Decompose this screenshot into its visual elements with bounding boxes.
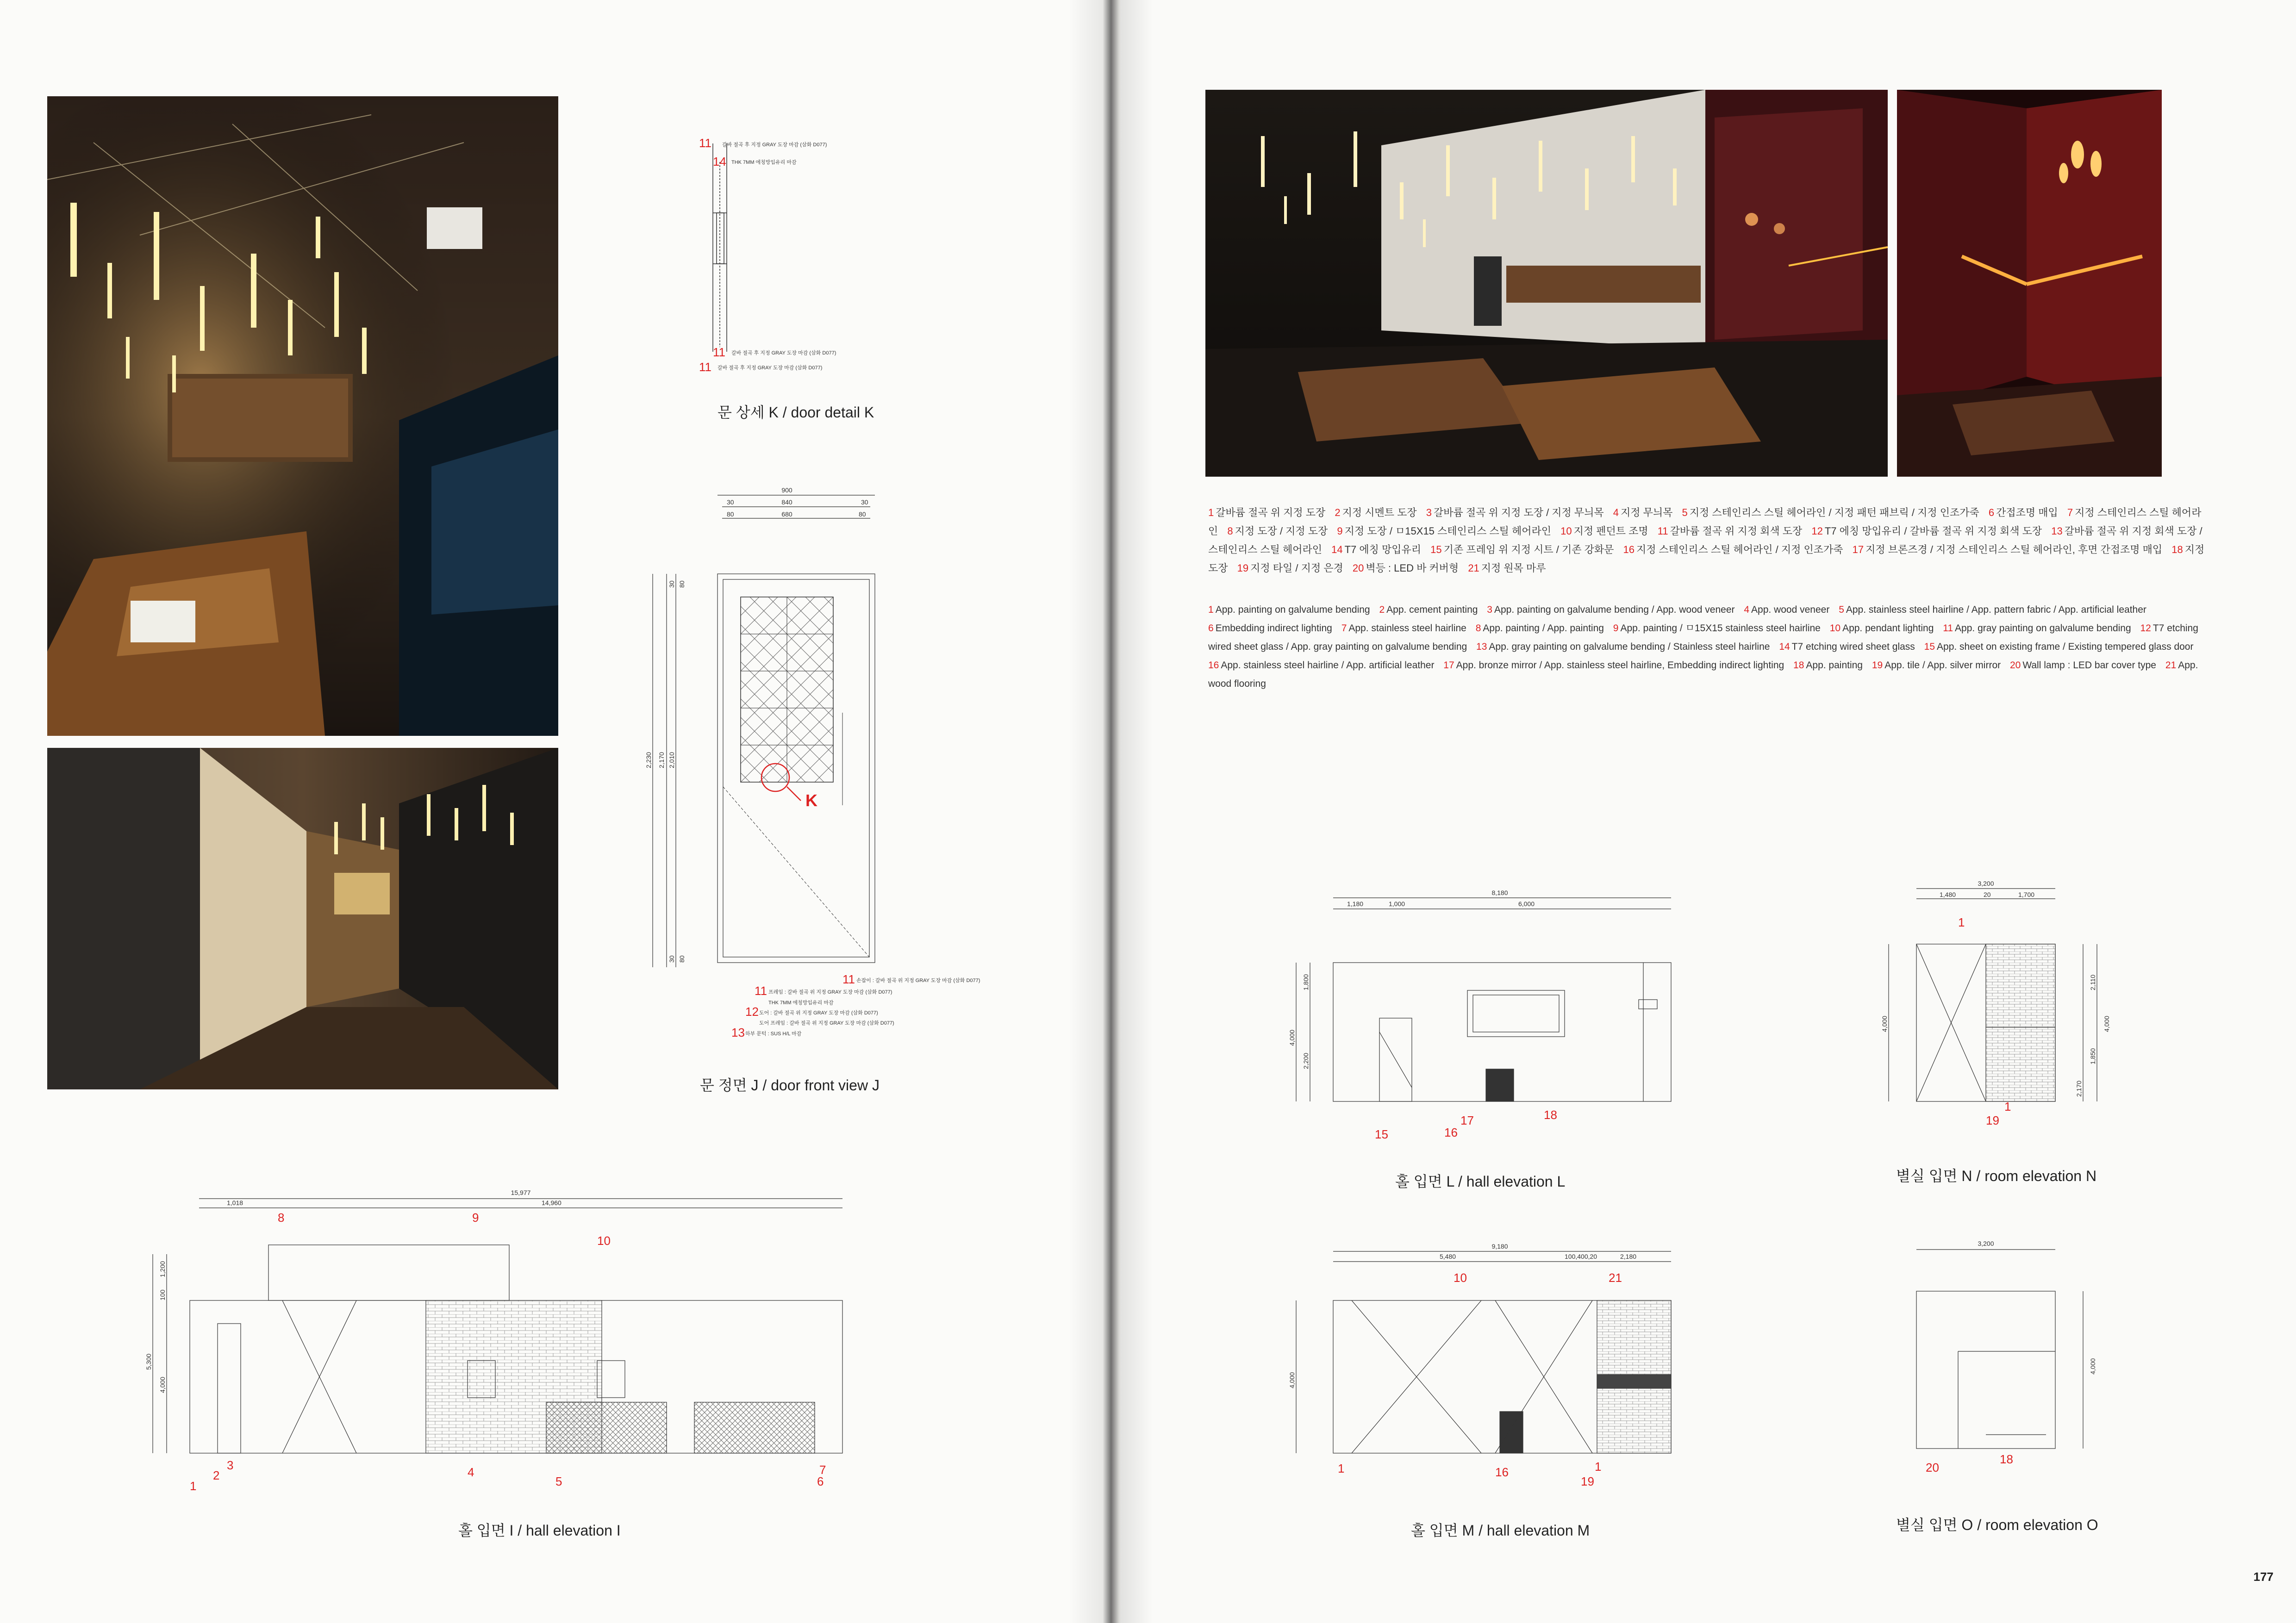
page-number: 177 bbox=[2253, 1570, 2274, 1584]
legend-number: 17 bbox=[1852, 544, 1864, 555]
caption-door-front-j: 문 정면 J / door front view J bbox=[700, 1077, 880, 1094]
callout-number: 16 bbox=[1495, 1465, 1509, 1479]
legend-number: 15 bbox=[1924, 641, 1935, 652]
photo-hall-white-tile-red-wall bbox=[1205, 90, 1888, 477]
legend-item bbox=[1853, 544, 2163, 555]
legend-item bbox=[2010, 660, 2156, 671]
legend-number: 21 bbox=[1468, 562, 1479, 574]
dim-label: 80 bbox=[859, 510, 866, 518]
legend-text: 지정 무늬목 bbox=[1621, 507, 1673, 518]
legend-text: App. gray painting on galvalume bending bbox=[1955, 623, 2131, 634]
dim-label: 30 bbox=[861, 498, 868, 506]
caption-room-elevation-o: 별실 입면 O / room elevation O bbox=[1896, 1517, 2098, 1533]
legend-number: 20 bbox=[2009, 660, 2021, 671]
legend-item bbox=[1487, 604, 1734, 615]
legend-item bbox=[1443, 660, 1784, 671]
dim-label: 5,480 bbox=[1440, 1253, 1456, 1260]
legend-text: 갈바륨 절곡 위 지정 도장 / 지정 무늬목 bbox=[1433, 507, 1604, 518]
legend-item bbox=[1811, 525, 2042, 537]
callout-number: 1 bbox=[190, 1479, 197, 1493]
callout-number: 1 bbox=[1958, 915, 1965, 929]
legend-number: 2 bbox=[1379, 604, 1385, 615]
legend-number: 13 bbox=[1476, 641, 1487, 652]
legend-text: Wall lamp : LED bar cover type bbox=[2022, 660, 2156, 671]
legend-item bbox=[1924, 641, 2194, 652]
callout-number: 1 bbox=[1595, 1460, 1602, 1474]
drawing-room-elevation-o bbox=[1870, 1236, 2157, 1495]
legend-text: App. painting on galvalume bending / App. wood veneer bbox=[1494, 604, 1735, 615]
drawing-hall-elevation-l bbox=[1278, 884, 1694, 1152]
legend-item bbox=[1353, 562, 1459, 574]
callout-number: 20 bbox=[1926, 1461, 1939, 1474]
legend-text: App. cement painting bbox=[1386, 604, 1478, 615]
drawing-door-front-j bbox=[616, 481, 1069, 1055]
callout-number: 13 bbox=[731, 1026, 745, 1039]
legend-number: 1 bbox=[1208, 507, 1214, 518]
legend-number: 12 bbox=[1811, 525, 1823, 537]
legend-text: 지정 펜던트 조명 bbox=[1573, 525, 1648, 537]
legend-item bbox=[1337, 525, 1551, 537]
drawing-hall-elevation-m bbox=[1278, 1240, 1694, 1504]
dim-label: 3,200 bbox=[1978, 1240, 1994, 1247]
legend-number: 8 bbox=[1475, 623, 1481, 634]
dim-label: 1,200 bbox=[159, 1261, 166, 1277]
dim-label: 3,200 bbox=[1978, 880, 1994, 887]
caption-room-elevation-n: 별실 입면 N / room elevation N bbox=[1896, 1168, 2097, 1184]
callout-number: 14 bbox=[713, 155, 726, 168]
legend-item bbox=[1872, 660, 2001, 671]
photo-red-room-led bbox=[1897, 90, 2162, 477]
legend-number: 3 bbox=[1487, 604, 1492, 615]
dim-label: 2,180 bbox=[1620, 1253, 1637, 1260]
legend-item bbox=[1623, 544, 1843, 555]
legend-text: App. painting / ㅁ15X15 stainless steel hairline bbox=[1620, 623, 1821, 634]
legend-text: 기존 프레임 위 지정 시트 / 기존 강화문 bbox=[1443, 544, 1614, 555]
legend-number: 21 bbox=[2165, 660, 2177, 671]
dim-label: 15,977 bbox=[511, 1189, 531, 1196]
legend-item bbox=[1227, 525, 1328, 537]
callout-number: 18 bbox=[2000, 1452, 2013, 1466]
dim-label: 6,000 bbox=[1518, 900, 1535, 908]
legend-item bbox=[1613, 623, 1821, 634]
legend-number: 5 bbox=[1682, 507, 1688, 518]
callout-number: 10 bbox=[1454, 1271, 1467, 1285]
dim-label: 80 bbox=[727, 510, 734, 518]
legend-number: 6 bbox=[1208, 623, 1214, 634]
legend-number: 6 bbox=[1988, 507, 1995, 518]
legend-text: App. sheet on existing frame / Existing tempered glass door bbox=[1937, 641, 2194, 652]
legend-text: App. gray painting on galvalume bending / Stainless steel hairline bbox=[1489, 641, 1770, 652]
callout-number: 5 bbox=[555, 1474, 562, 1488]
legend-item bbox=[1476, 641, 1770, 652]
legend-item bbox=[1839, 604, 2146, 615]
legend-item bbox=[1208, 623, 1332, 634]
dim-label: 80 bbox=[678, 955, 686, 963]
callout-number: 11 bbox=[699, 136, 711, 150]
legend-number: 1 bbox=[1208, 604, 1214, 615]
book-gutter bbox=[1069, 0, 1153, 1623]
dim-label: 840 bbox=[781, 498, 792, 506]
legend-text: App. tile / App. silver mirror bbox=[1884, 660, 2001, 671]
legend-text: App. stainless steel hairline / App. artificial leather bbox=[1221, 660, 1435, 671]
callout-number: 15 bbox=[1375, 1127, 1388, 1141]
legend-item bbox=[1341, 623, 1466, 634]
legend-number: 16 bbox=[1623, 544, 1635, 555]
dim-label: 100,400,20 bbox=[1565, 1253, 1597, 1260]
callout-number: 11 bbox=[713, 345, 725, 359]
legend-text: T7 에칭 망입유리 / 갈바륨 절곡 위 지정 회색 도장 bbox=[1824, 525, 2042, 537]
legend-item bbox=[1658, 525, 1802, 537]
dim-label: 30 bbox=[668, 955, 675, 963]
legend-text: 지정 도장 / ㅁ15X15 스테인리스 스틸 헤어라인 bbox=[1344, 525, 1552, 537]
legend-item bbox=[1989, 507, 2058, 518]
legend-text: 지정 시멘트 도장 bbox=[1342, 507, 1417, 518]
dim-label: 1,000 bbox=[1389, 900, 1405, 908]
legend-text: 갈바륨 절곡 위 지정 회색 도장 / 스테인리스 스틸 헤어라인 bbox=[1208, 525, 2202, 555]
legend-item bbox=[1237, 562, 1343, 574]
legend-text: App. pendant lighting bbox=[1842, 623, 1934, 634]
callout-number: 7 bbox=[819, 1463, 826, 1477]
legend-item bbox=[1744, 604, 1829, 615]
legend-number: 5 bbox=[1839, 604, 1844, 615]
callout-text: 손잡이 : 갈바 절곡 위 지정 GRAY 도장 마감 (삼화 D077) bbox=[856, 978, 980, 983]
drawing-door-detail-k bbox=[694, 134, 926, 384]
dim-label: 680 bbox=[781, 510, 792, 518]
dim-label: 2,200 bbox=[1302, 1052, 1310, 1069]
legend-number: 3 bbox=[1426, 507, 1432, 518]
legend-number: 11 bbox=[1943, 623, 1953, 634]
legend-number: 19 bbox=[1872, 660, 1883, 671]
legend-text: App. painting on galvalume bending bbox=[1215, 604, 1370, 615]
legend-item bbox=[1830, 623, 1934, 634]
legend-number: 11 bbox=[1657, 525, 1668, 537]
caption-hall-elevation-m: 홀 입면 M / hall elevation M bbox=[1411, 1522, 1590, 1539]
dim-label: 1,480 bbox=[1940, 891, 1956, 898]
legend-item bbox=[1613, 507, 1673, 518]
dim-label: 4,000 bbox=[2089, 1358, 2096, 1374]
dim-label: 1,800 bbox=[1302, 974, 1310, 990]
legend-item bbox=[1793, 660, 1863, 671]
callout-text: 갈바 절곡 후 지정 GRAY 도장 마감 (삼화 D077) bbox=[718, 365, 823, 371]
drawing-room-elevation-n bbox=[1870, 879, 2157, 1148]
photo-interior-pendant-lights bbox=[47, 96, 558, 736]
legend-item bbox=[1335, 507, 1416, 518]
callout-number: 12 bbox=[745, 1005, 759, 1019]
legend-number: 14 bbox=[1331, 544, 1343, 555]
legend-number: 12 bbox=[2140, 623, 2151, 634]
dim-label: 80 bbox=[678, 580, 686, 588]
legend-item bbox=[1208, 507, 1325, 518]
dim-label: 5,300 bbox=[145, 1353, 152, 1370]
callout-number: 11 bbox=[842, 972, 855, 986]
legend-text: 지정 브론즈경 / 지정 스테인리스 스틸 헤어라인, 후면 간접조명 매입 bbox=[1866, 544, 2163, 555]
legend-text: App. stainless steel hairline bbox=[1348, 623, 1466, 634]
callout-text: THK 7MM 에칭망입유리 마감 bbox=[731, 160, 797, 165]
legend-number: 15 bbox=[1430, 544, 1442, 555]
legend-text: App. painting bbox=[1806, 660, 1863, 671]
dim-label: 20 bbox=[1984, 891, 1991, 898]
dim-label: 30 bbox=[727, 498, 734, 506]
callout-number: 1 bbox=[1338, 1461, 1345, 1475]
legend-item bbox=[1682, 507, 1979, 518]
legend-item bbox=[1426, 507, 1604, 518]
callout-number: 19 bbox=[1581, 1474, 1594, 1488]
legend-item bbox=[1468, 562, 1546, 574]
callout-number: 17 bbox=[1460, 1113, 1474, 1127]
dim-label: 900 bbox=[781, 486, 792, 494]
dim-label: 2,170 bbox=[658, 752, 665, 768]
legend-number: 19 bbox=[1237, 562, 1249, 574]
legend-text: 지정 도장 / 지정 도장 bbox=[1235, 525, 1328, 537]
legend-item bbox=[1560, 525, 1648, 537]
legend-korean bbox=[1208, 504, 2208, 578]
legend-number: 17 bbox=[1443, 660, 1454, 671]
legend-number: 18 bbox=[1793, 660, 1804, 671]
dim-label: 4,000 bbox=[1288, 1372, 1296, 1388]
legend-item bbox=[1779, 641, 1915, 652]
callout-number: 10 bbox=[597, 1234, 611, 1248]
legend-item bbox=[1331, 544, 1421, 555]
detail-marker-k: K bbox=[805, 791, 817, 810]
photo-interior-long-view bbox=[47, 748, 558, 1089]
dim-label: 100 bbox=[159, 1289, 166, 1300]
dim-label: 1,850 bbox=[2089, 1048, 2096, 1064]
callout-number: 11 bbox=[755, 984, 767, 998]
callout-text: 갈바 절곡 후 지정 GRAY 도장 마감 (삼화 D077) bbox=[731, 350, 836, 356]
dim-label: 30 bbox=[668, 580, 675, 588]
legend-english bbox=[1208, 601, 2208, 693]
legend-text: 지정 타일 / 지정 은경 bbox=[1250, 562, 1343, 574]
callout-text: 하부 문턱 : SUS H/L 마감 bbox=[745, 1031, 802, 1037]
legend-number: 10 bbox=[1829, 623, 1841, 634]
legend-number: 20 bbox=[1352, 562, 1364, 574]
legend-text: 간접조명 매입 bbox=[1996, 507, 2058, 518]
legend-text: 지정 스테인리스 스틸 헤어라인 / 지정 인조가죽 bbox=[1636, 544, 1843, 555]
dim-label: 4,000 bbox=[1288, 1029, 1296, 1046]
dim-label: 8,180 bbox=[1491, 889, 1508, 896]
legend-number: 8 bbox=[1227, 525, 1233, 537]
dim-label: 1,180 bbox=[1347, 900, 1364, 908]
callout-number: 16 bbox=[1444, 1126, 1458, 1139]
dim-label: 2,110 bbox=[2089, 975, 2096, 990]
legend-text: App. stainless steel hairline / App. pattern fabric / App. artificial leather bbox=[1846, 604, 2146, 615]
legend-number: 2 bbox=[1335, 507, 1341, 518]
legend-text: T7 에칭 망입유리 bbox=[1344, 544, 1422, 555]
callout-number: 1 bbox=[2004, 1100, 2011, 1113]
legend-item bbox=[1430, 544, 1614, 555]
callout-text: 갈바 절곡 후 지정 GRAY 도장 마감 (삼화 D077) bbox=[722, 142, 827, 148]
legend-number: 9 bbox=[1613, 623, 1619, 634]
legend-text: 지정 스테인리스 스틸 헤어라인 / 지정 패턴 패브릭 / 지정 인조가죽 bbox=[1689, 507, 1979, 518]
callout-text: THK 7MM 에칭망입유리 마감 bbox=[768, 1000, 834, 1006]
legend-text: Embedding indirect lighting bbox=[1215, 623, 1332, 634]
legend-number: 7 bbox=[1341, 623, 1347, 634]
legend-text: 지정 도장 bbox=[1208, 544, 2205, 574]
legend-number: 14 bbox=[1779, 641, 1790, 652]
legend-text: 갈바륨 절곡 위 지정 회색 도장 bbox=[1670, 525, 1803, 537]
legend-text: 지정 스테인리스 스틸 헤어라인 bbox=[1208, 507, 2202, 537]
legend-number: 16 bbox=[1208, 660, 1219, 671]
dim-label: 4,000 bbox=[159, 1376, 166, 1393]
legend-number: 7 bbox=[2067, 507, 2073, 518]
callout-text: 프레임 : 갈바 절곡 위 지정 GRAY 도장 마감 (삼화 D077) bbox=[768, 989, 892, 995]
dim-label: 4,000 bbox=[1881, 1015, 1888, 1032]
callout-text: 도어 : 갈바 절곡 위 지정 GRAY 도장 마감 (삼화 D077) bbox=[759, 1010, 878, 1016]
legend-item bbox=[1476, 623, 1604, 634]
legend-number: 9 bbox=[1337, 525, 1343, 537]
callout-number: 4 bbox=[468, 1465, 474, 1479]
dim-label: 2,230 bbox=[645, 752, 652, 768]
callout-number: 3 bbox=[227, 1458, 234, 1472]
legend-text: App. wood veneer bbox=[1751, 604, 1830, 615]
dim-label: 14,960 bbox=[542, 1199, 562, 1206]
callout-number: 11 bbox=[699, 360, 711, 374]
legend-number: 4 bbox=[1744, 604, 1750, 615]
legend-text: 지정 원목 마루 bbox=[1481, 562, 1546, 574]
dim-label: 2,010 bbox=[668, 752, 675, 768]
legend-text: T7 etching wired sheet glass / App. gray painting on galvalume bending bbox=[1208, 623, 2198, 652]
legend-number: 18 bbox=[2171, 544, 2183, 555]
legend-item bbox=[1379, 604, 1478, 615]
legend-text: T7 etching wired sheet glass bbox=[1791, 641, 1915, 652]
caption-hall-elevation-l: 홀 입면 L / hall elevation L bbox=[1395, 1173, 1566, 1190]
legend-text: App. bronze mirror / App. stainless steel hairline, Embedding indirect lighting bbox=[1456, 660, 1784, 671]
dim-label: 2,170 bbox=[2075, 1080, 2083, 1097]
legend-item bbox=[1943, 623, 2131, 634]
drawing-hall-elevation-i bbox=[144, 1185, 907, 1499]
dim-label: 1,018 bbox=[227, 1199, 243, 1206]
callout-number: 2 bbox=[213, 1468, 220, 1482]
callout-number: 18 bbox=[1544, 1108, 1557, 1122]
legend-text: App. painting / App. painting bbox=[1483, 623, 1604, 634]
dim-label: 4,000 bbox=[2103, 1015, 2110, 1032]
legend-number: 13 bbox=[2051, 525, 2063, 537]
legend-text: 벽등 : LED 바 커버형 bbox=[1366, 562, 1459, 574]
callout-text: 도어 프레임 : 갈바 절곡 위 지정 GRAY 도장 마감 (삼화 D077) bbox=[759, 1020, 894, 1026]
dim-label: 9,180 bbox=[1491, 1243, 1508, 1250]
legend-text: App. wood flooring bbox=[1208, 660, 2198, 689]
callout-number: 21 bbox=[1609, 1271, 1622, 1285]
callout-number: 8 bbox=[278, 1211, 285, 1225]
legend-item bbox=[1208, 660, 1434, 671]
callout-number: 9 bbox=[472, 1211, 479, 1225]
callout-number: 19 bbox=[1986, 1113, 1999, 1127]
legend-text: 갈바륨 절곡 위 지정 도장 bbox=[1216, 507, 1326, 518]
caption-door-detail-k: 문 상세 K / door detail K bbox=[718, 404, 874, 421]
dim-label: 1,700 bbox=[2018, 891, 2035, 898]
legend-number: 4 bbox=[1613, 507, 1619, 518]
legend-item bbox=[1208, 604, 1370, 615]
caption-hall-elevation-i: 홀 입면 I / hall elevation I bbox=[458, 1522, 621, 1539]
callout-number: 6 bbox=[817, 1474, 824, 1488]
legend-number: 10 bbox=[1560, 525, 1572, 537]
